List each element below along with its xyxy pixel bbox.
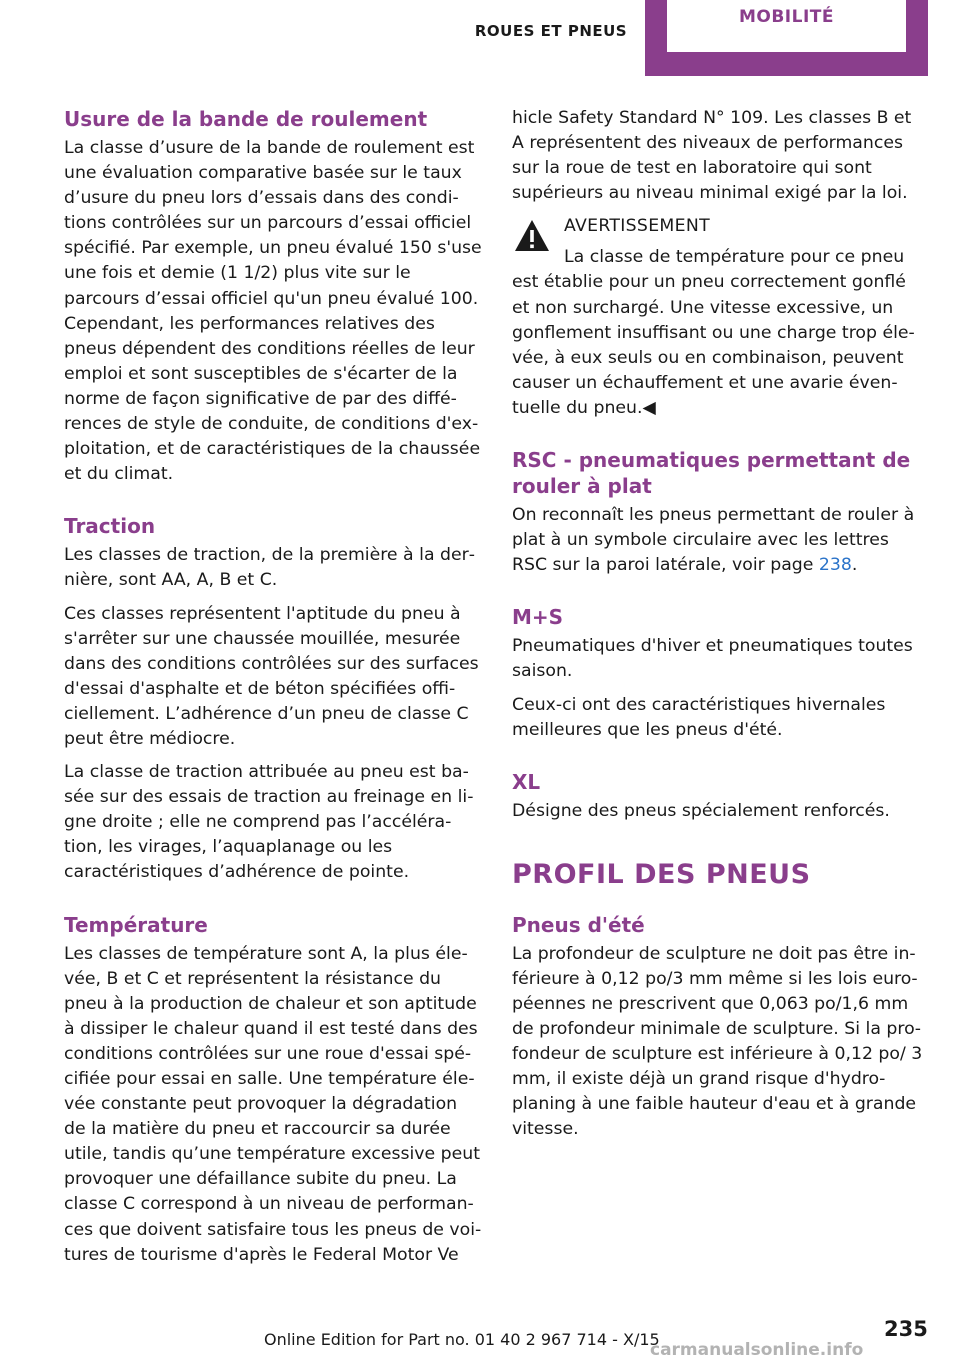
- paragraph-traction-1: Les classes de traction, de la première à la dernière, sont AA, A, B et C.: [64, 545, 475, 591]
- heading-pneus-ete: Pneus d'été: [512, 912, 645, 937]
- heading-ms: M+S: [512, 605, 564, 630]
- paragraph-usure: La classe d’usure de la bande de roulement est une évaluation comparative basée sur le taux d’usure du pneu lors d’essais dans des conditions contrôlées sur un parcours d’essai officiel spécifié. Par exemple, un pneu évalué 150 s'use une fois et demie (1 1/2) plus vite sur le parcours d’essai officiel qu'un pneu évalué 100. Cependant, les performances relatives des pneus dépendent des conditions réelles de leur emploi et sont susceptibles de s'écarter de la norme de façon significative de par des différences de style de conduite, de conditions d'exploitation, et de caractéristiques de la chaussée et du climat.: [64, 138, 482, 485]
- page-number: 235: [884, 1317, 928, 1341]
- heading-usure: Usure de la bande de roulement: [64, 107, 428, 131]
- paragraph-traction-2: Ces classes représentent l'aptitude du pneu à s'arrêter sur une chaussée mouillée, mesurée dans des conditions contrôlées sur des surfaces d'essai d'asphalte et de béton spécifiées officiellement. L’adhérence d’un pneu de classe C peut être médiocre.: [64, 603, 479, 749]
- chapter-tab-label: MOBILITÉ: [667, 0, 906, 52]
- footer-edition: Online Edition for Part no. 01 40 2 967 714 - X/15: [264, 1330, 660, 1349]
- left-column: [64, 106, 482, 1276]
- watermark: carmanualsonline.info: [650, 1340, 864, 1360]
- rsc-text-end: .: [851, 555, 858, 576]
- warning-text: est établie pour un pneu correctement gonflé et non surchargé. Une vitesse excessive, un gonflement insuffisant ou une charge trop élevée, à eux seuls ou en combinaison, peuvent causer un échauffement et une avarie éventuelle du pneu.◀: [512, 272, 915, 418]
- page-reference-link[interactable]: 238: [818, 555, 852, 576]
- heading-temperature: Température: [64, 912, 208, 937]
- paragraph-ms-1: Pneumatiques d'hiver et pneumatiques toutes saison.: [512, 636, 913, 682]
- paragraph-traction-3: La classe de traction attribuée au pneu est basée sur des essais de traction au freinage en ligne droite ; elle ne comprend pas l’accélération, les virages, l’aquaplanage ou les caractéristiques d’adhérence de pointe.: [64, 762, 474, 883]
- warning-block: [512, 214, 924, 421]
- paragraph-ms-2: Ceux-ci ont des caractéristiques hivernales meilleures que les pneus d'été.: [512, 694, 886, 740]
- heading-rsc: RSC - pneumatiques permettant de rouler à plat: [512, 448, 911, 499]
- warning-heading: AVERTISSEMENT: [564, 216, 710, 237]
- warning-first-line: La classe de température pour ce pneu: [564, 247, 905, 268]
- header-section-title: ROUES ET PNEUS: [474, 22, 628, 40]
- right-column: [512, 106, 924, 1151]
- paragraph-rsc: [512, 503, 924, 578]
- heading-traction: Traction: [64, 514, 156, 539]
- paragraph-temperature: Les classes de température sont A, la plus élevée, B et C et représentent la résistance du pneu à la production de chaleur et son aptitude à dissiper le chaleur quand il est testé dans des conditions contrôlées sur une roue d'essai spécifiée pour essai en salle. Une température élevée constante peut provoquer la dégradation de la matière du pneu et raccourcir sa durée utile, tandis qu’une température excessive peut provoquer une défaillance subite du pneu. La classe C correspond à un niveau de performances que doivent satisfaire tous les pneus de voitures de tourisme d'après le Federal Motor Ve: [64, 943, 482, 1265]
- rsc-text: On reconnaît les pneus permettant de rouler à plat à un symbole circulaire avec les lettres RSC sur la paroi latérale, voir page: [512, 505, 915, 576]
- chapter-tab: [645, 0, 928, 76]
- paragraph-pneus-ete: La profondeur de sculpture ne doit pas être inférieure à 0,12 po/3 mm même si les lois européennes ne prescrivent que 0,063 po/1,6 mm de profondeur minimale de sculpture. Si la profondeur de sculpture est inférieure à 0,12 po/ 3 mm, il existe déjà un grand risque d'hydroplaning à une faible hauteur d'eau et à grande vitesse.: [512, 943, 923, 1140]
- paragraph-continuation: hicle Safety Standard N° 109. Les classes B et A représentent des niveaux de performances sur la roue de test en laboratoire qui sont supérieurs au niveau minimal exigé par la loi.: [512, 108, 912, 204]
- heading-xl: XL: [512, 769, 541, 794]
- warning-triangle-icon: [512, 216, 552, 256]
- paragraph-xl: Désigne des pneus spécialement renforcés.: [512, 800, 890, 821]
- heading-profil-des-pneus: PROFIL DES PNEUS: [512, 858, 811, 890]
